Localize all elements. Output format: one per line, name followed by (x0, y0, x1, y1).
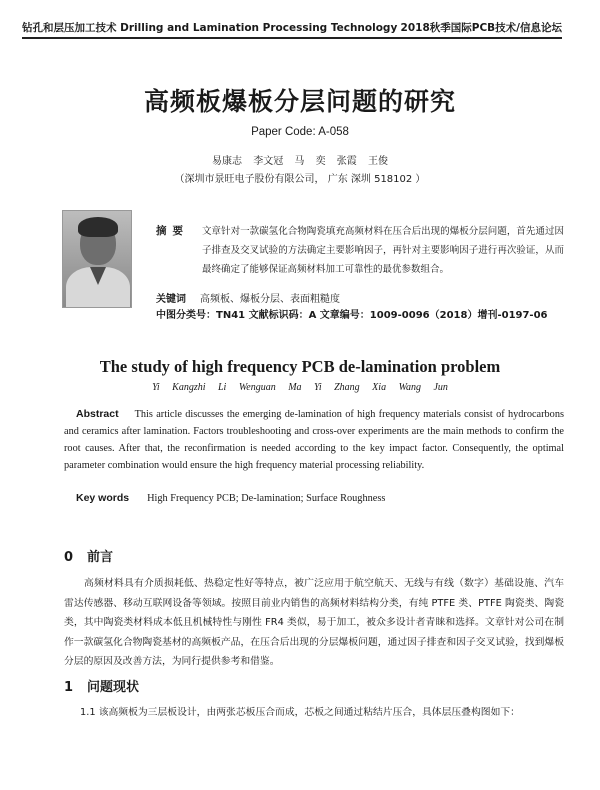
abstract-label-cn: 摘要 (156, 225, 189, 237)
section-0-body: 高频材料具有介质损耗低、热稳定性好等特点，被广泛应用于航空航天、无线与有线（数字）基础设施、汽车雷达传感器、移动互联网设备等领域。按照目前业内销售的高频材料结构分类，有纯 PTFE 类、PTFE 陶瓷类、陶瓷类，其中陶瓷类材料成本低且机械特性与刚性 FR4 类似，易于加工，被众多设计者青睐和选择。文章针对公司在制作一款碳氢化合物陶瓷基材的高频板产品，在压合后出现的分层爆板问题，通过因子排查和因子交叉试验，找到爆板分层的原因及改善方法，为同行提供参考和借鉴。 (64, 578, 564, 667)
classification-line: 中图分类号：TN41 文献标识码：A 文章编号：1009-0096（2018）增刊-0197-06 (156, 310, 548, 321)
keywords-text-en: High Frequency PCB; De-lamination; Surface Roughness (147, 493, 386, 504)
section-0-number: 0 (64, 550, 74, 565)
header-divider (22, 37, 562, 39)
section-1-body: 1.1 该高频板为三层板设计，由两张芯板压合而成，芯板之间通过粘结片压合，具体层压叠构图如下： (80, 707, 520, 718)
authors-cn: 易康志 李文冠 马 奕 张霞 王俊 (212, 156, 388, 167)
keywords-en (76, 492, 385, 504)
keywords-label-en: Key words (76, 492, 130, 504)
running-header-right: 2018秋季国际PCB技术/信息论坛 (400, 22, 562, 34)
abstract-label-en: Abstract (76, 408, 119, 420)
keywords-text-cn: 高频板、爆板分层、表面粗糙度 (200, 294, 340, 305)
section-1-number: 1 (64, 680, 74, 695)
authors-en: Yi Kangzhi Li Wenguan Ma Yi Zhang Xia Wang Jun (152, 382, 448, 393)
section-0-heading (64, 546, 113, 565)
photo-hair (78, 217, 118, 237)
running-header-left: 钻孔和层压加工技术 Drilling and Lamination Processing Technology (22, 22, 398, 34)
section-1-heading (64, 676, 139, 695)
paper-title-en: The study of high frequency PCB de-lamination problem (99, 357, 501, 376)
section-1-title: 问题现状 (87, 680, 140, 695)
paper-code: Paper Code: A-058 (251, 126, 349, 138)
paper-title-cn: 高频板爆板分层问题的研究 (143, 87, 456, 116)
section-0-title: 前言 (87, 550, 114, 565)
abstract-en (64, 406, 564, 474)
author-photo (62, 210, 132, 308)
affiliation-cn: （深圳市景旺电子股份有限公司， 广东 深圳 518102 ） (174, 174, 426, 185)
abstract-text-en: This article discusses the emerging de-lamination of high frequency materials consist of hydrocarbons and ceramics after lamination. Factors troubleshooting and cross-over experiments are the main methods to confirm the root causes. After that, the reconfirmation is needed according to the key impact factor. Consequently, the optimal parameter combination would ensure the high frequency material processing reliability. (64, 409, 564, 471)
abstract-text-cn: 文章针对一款碳氢化合物陶瓷填充高频材料在压合后出现的爆板分层问题，首先通过因子排查及交叉试验的方法确定主要影响因子，再针对主要影响因子进行再次验证，从而最终确定了能够保证高频材料加工可靠性的最优参数组合。 (202, 226, 564, 275)
keywords-label-cn: 关键词 (156, 294, 186, 305)
